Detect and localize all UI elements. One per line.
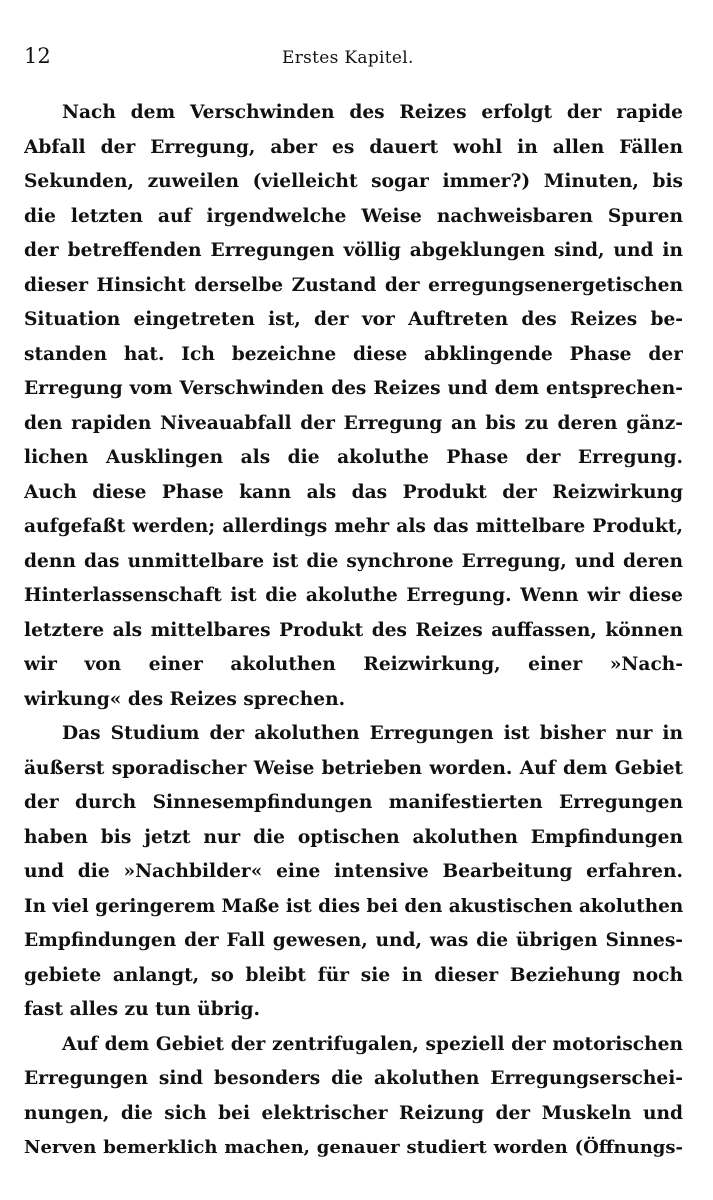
text-line: Nerven bemerklich machen, genauer studiert worden (Öffnungs- — [24, 1137, 683, 1158]
text-line: Situation eingetreten ist, der vor Auftreten des Reizes be- — [24, 309, 683, 330]
text-line: gebiete anlangt, so bleibt für sie in dieser Beziehung noch — [24, 964, 683, 986]
text-line: nungen, die sich bei elektrischer Reizung der Muskeln und — [24, 1102, 683, 1124]
text-line: Auch diese Phase kann als das Produkt der Reizwirkung — [24, 481, 683, 503]
text-line: standen hat. Ich bezeichne diese abklingende Phase der — [24, 343, 683, 365]
text-line: Hinterlassenschaft ist die akoluthe Erregung. Wenn wir diese — [24, 585, 683, 606]
page-header — [24, 44, 685, 72]
text-line: haben bis jetzt nur die optischen akoluthen Empfindungen — [24, 826, 683, 848]
text-line: die letzten auf irgendwelche Weise nachweisbaren Spuren — [24, 205, 683, 227]
text-line: Erregungen sind besonders die akoluthen Erregungserschei- — [24, 1068, 683, 1089]
page-number: 12 — [24, 44, 51, 68]
text-line: wirkung« des Reizes sprechen. — [24, 688, 346, 710]
text-line: dieser Hinsicht derselbe Zustand der erregungsenergetischen — [24, 274, 683, 296]
text-line: wir von einer akoluthen Reizwirkung, einer »Nach- — [24, 654, 683, 675]
running-head: Erstes Kapitel. — [282, 48, 414, 68]
body-text — [24, 96, 683, 1166]
text-line: Erregung vom Verschwinden des Reizes und dem entsprechen- — [24, 378, 683, 399]
text-line: und die »Nachbilder« eine intensive Bearbeitung erfahren. — [24, 861, 683, 882]
text-line: fast alles zu tun übrig. — [24, 999, 261, 1020]
text-line: Abfall der Erregung, aber es dauert wohl in allen Fällen — [24, 136, 683, 158]
text-line: äußerst sporadischer Weise betrieben worden. Auf dem Gebiet — [24, 757, 683, 779]
text-line: Empfindungen der Fall gewesen, und, was die übrigen Sinnes- — [24, 930, 683, 951]
text-line: der durch Sinnesempfindungen manifestierten Erregungen — [24, 792, 683, 813]
text-line: Sekunden, zuweilen (vielleicht sogar immer?) Minuten, bis — [24, 171, 683, 192]
text-line: der betreffenden Erregungen völlig abgeklungen sind, und in — [24, 240, 683, 261]
text-line: lichen Ausklingen als die akoluthe Phase der Erregung. — [24, 447, 683, 468]
text-line: Das Studium der akoluthen Erregungen ist bisher nur in — [62, 723, 683, 744]
text-line: In viel geringerem Maße ist dies bei den akustischen akoluthen — [24, 895, 683, 917]
text-line: Nach dem Verschwinden des Reizes erfolgt der rapide — [62, 102, 683, 123]
text-line: den rapiden Niveauabfall der Erregung an bis zu deren gänz- — [24, 412, 683, 434]
text-line: letztere als mittelbares Produkt des Reizes auffassen, können — [24, 619, 683, 641]
text-line: Auf dem Gebiet der zentrifugalen, speziell der motorischen — [62, 1033, 683, 1055]
text-line: aufgefaßt werden; allerdings mehr als das mittelbare Produkt, — [24, 516, 683, 537]
text-line: denn das unmittelbare ist die synchrone Erregung, und deren — [24, 550, 683, 572]
